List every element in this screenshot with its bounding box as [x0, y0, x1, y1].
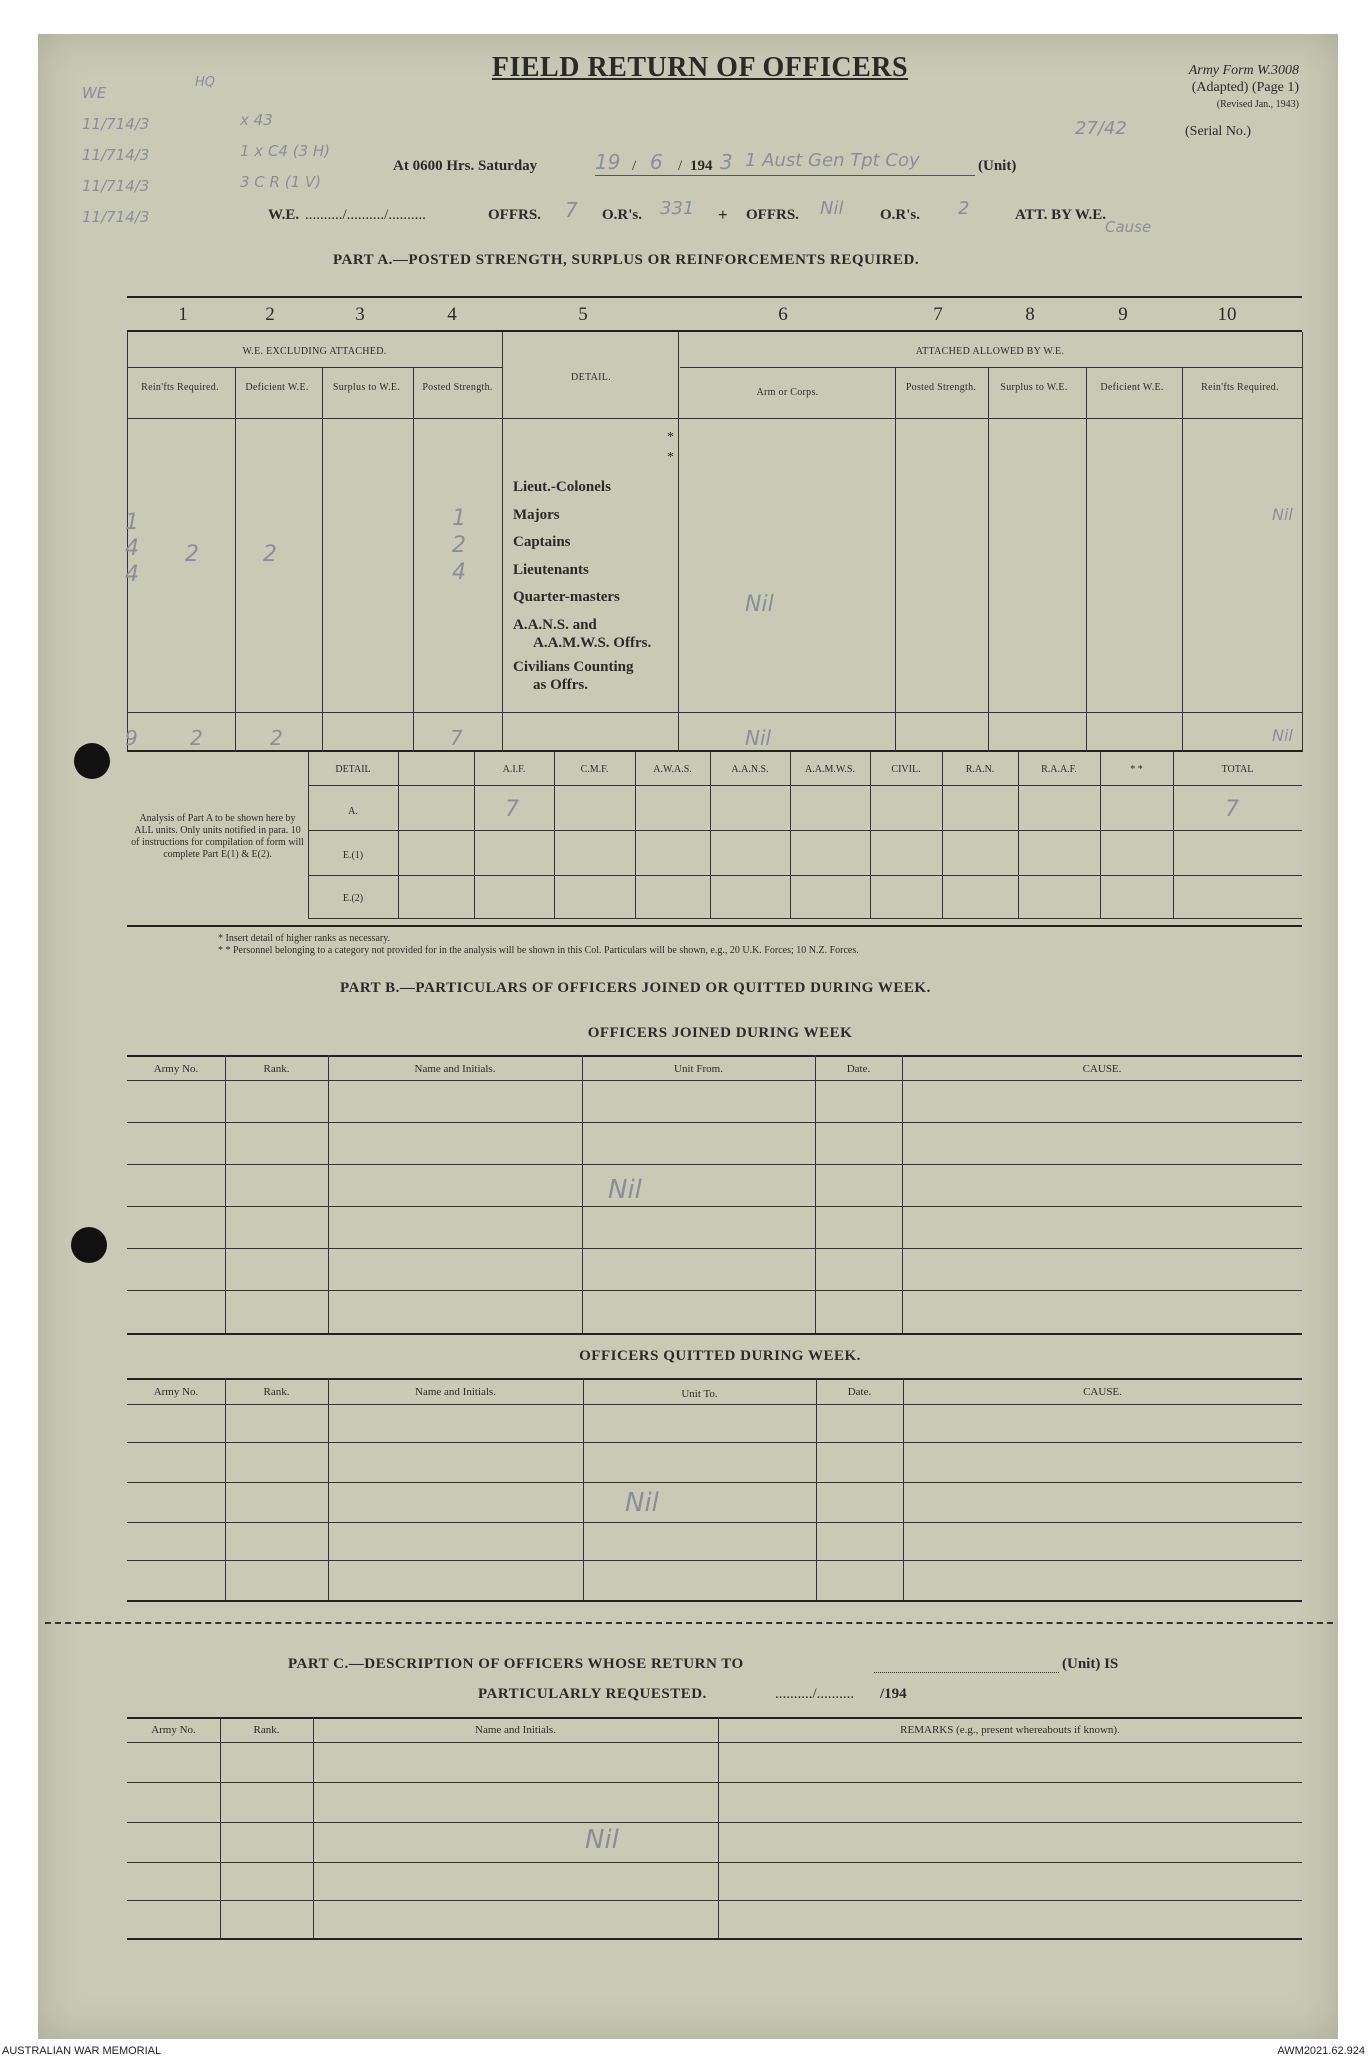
rank-civilians: Civilians Counting: [513, 658, 634, 675]
part-c-date: /194: [880, 1686, 907, 1702]
punch-hole: [71, 1227, 107, 1263]
asterisk: *: [667, 430, 674, 445]
punch-hole: [74, 743, 110, 779]
quitted-title: OFFICERS QUITTED DURING WEEK.: [579, 1348, 861, 1364]
date-day: 19: [595, 150, 621, 174]
hw-total: 9: [125, 726, 138, 750]
date-month: 6: [650, 150, 663, 174]
analysis-total-a: 7: [1225, 797, 1239, 822]
rank-aans: A.A.N.S. and: [513, 616, 597, 633]
asterisk: *: [667, 450, 674, 465]
ors-label: O.R's.: [602, 207, 643, 223]
rank-captains: Captains: [513, 534, 571, 550]
hw-value: 4: [125, 536, 139, 561]
hw-total-right: Nil: [1272, 726, 1293, 745]
quitted-col: CAUSE.: [1083, 1386, 1122, 1398]
col-number: 7: [933, 304, 943, 325]
date-year-suffix: 3: [720, 150, 733, 174]
hw-value: 2: [185, 542, 199, 567]
footnotes: [218, 933, 859, 957]
margin-note: 11/714/3: [82, 146, 150, 164]
ors2-value: 2: [958, 198, 970, 219]
part-c-nil: Nil: [585, 1825, 619, 1855]
joined-title: OFFICERS JOINED DURING WEEK: [587, 1025, 853, 1041]
hw-value: 1: [125, 510, 139, 535]
part-c-unit-label: (Unit) IS: [1062, 1656, 1119, 1672]
offrs-value: 7: [565, 198, 578, 222]
part-c-col: Name and Initials.: [475, 1724, 556, 1736]
analysis-col: C.M.F.: [580, 764, 609, 775]
posted2-header: Posted Strength.: [905, 382, 977, 393]
deficient-header: Deficient W.E.: [245, 382, 309, 393]
margin-notes: [82, 78, 149, 233]
margin-note: 11/714/3: [82, 208, 150, 226]
arm-header: Arm or Corps.: [756, 387, 819, 398]
tear-line: [45, 1622, 1333, 1624]
margin-note: WE: [82, 84, 107, 102]
analysis-row-label: E.(1): [342, 850, 364, 861]
joined-col: CAUSE.: [1082, 1063, 1122, 1075]
hw-total: 2: [190, 726, 203, 750]
plus-sign: +: [718, 205, 728, 224]
joined-col: Name and Initials.: [414, 1063, 496, 1075]
col-number: 1: [178, 304, 188, 325]
rank-aamws: A.A.M.W.S. Offrs.: [533, 634, 652, 651]
group-header-right: ATTACHED ALLOWED BY W.E.: [915, 346, 1065, 357]
footnote: * * Personnel belonging to a category not provided for in the analysis will be shown in this Col. Particulars will be shown, e.g., 20 U.K. Forces; 10 N.Z. Forces.: [218, 945, 859, 956]
col-number: 2: [265, 304, 275, 325]
att-by-we-label: ATT. BY W.E.: [1015, 207, 1107, 223]
analysis-col: * *: [1130, 764, 1143, 775]
detail-header: DETAIL.: [571, 372, 611, 383]
margin-note: 11/714/3: [82, 115, 150, 133]
joined-col: Date.: [846, 1063, 871, 1075]
form-ref-line-2: (Adapted) (Page 1): [1191, 80, 1299, 95]
quitted-col: Unit To.: [681, 1388, 718, 1400]
rank-quarter-masters: Quarter-masters: [513, 589, 620, 605]
analysis-note: Analysis of Part A to be shown here by ALL units. Only units notified in para. 10 of instructions for compilation of form will complete Part E(1) & E(2).: [131, 813, 304, 860]
serial-label: (Serial No.): [1185, 124, 1252, 139]
col-number: 5: [578, 304, 588, 325]
col-number: 10: [1217, 304, 1237, 325]
part-b-heading: PART B.—PARTICULARS OF OFFICERS JOINED OR QUITTED DURING WEEK.: [340, 980, 931, 996]
footer-left: AUSTRALIAN WAR MEMORIAL: [2, 2045, 162, 2057]
joined-col: Army No.: [153, 1063, 199, 1075]
analysis-col: DETAIL: [335, 764, 371, 775]
col-number: 6: [778, 304, 788, 325]
rank-majors: Majors: [513, 506, 560, 523]
analysis-col: TOTAL: [1221, 764, 1254, 775]
analysis-col: R.A.A.F.: [1041, 764, 1077, 775]
offrs2-value: Nil: [820, 198, 844, 219]
analysis-col: A.W.A.S.: [653, 764, 692, 775]
we-label: W.E.: [268, 207, 300, 223]
hw-reinfts: [125, 510, 139, 588]
joined-nil: Nil: [608, 1175, 642, 1205]
rank-list: [513, 474, 651, 694]
surplus-header: Surplus to W.E.: [332, 382, 401, 393]
margin-notes-2: [240, 105, 330, 198]
offrs-label: OFFRS.: [488, 207, 541, 223]
margin-note: x 43: [240, 111, 273, 129]
ors2-label: O.R's.: [880, 207, 921, 223]
form-reference: [1189, 62, 1299, 113]
footnote: * Insert detail of higher ranks as necessary.: [218, 933, 391, 944]
deficient2-header: Deficient W.E.: [1100, 382, 1164, 393]
part-a-heading: PART A.—POSTED STRENGTH, SURPLUS OR REINFORCEMENTS REQUIRED.: [333, 252, 920, 268]
hw-value: 2: [452, 533, 466, 558]
quitted-col: Army No.: [153, 1386, 199, 1398]
at-line-label: At 0600 Hrs. Saturday: [393, 158, 538, 174]
col-number: 3: [355, 304, 365, 325]
analysis-col: CIVIL.: [891, 764, 921, 775]
part-c-col: Army No.: [151, 1724, 196, 1736]
col-number: 8: [1025, 304, 1035, 325]
date-year-prefix: 194: [690, 158, 713, 174]
form-title: FIELD RETURN OF OFFICERS: [491, 52, 909, 83]
rank-as-offrs: as Offrs.: [533, 676, 588, 693]
analysis-col: A.A.N.S.: [731, 764, 769, 775]
hw-total-arm: Nil: [745, 726, 772, 750]
form-ref-line-3: (Revised Jan., 1943): [1216, 99, 1299, 110]
analysis-aif-a: 7: [505, 797, 519, 822]
analysis-row-label: A.: [348, 806, 358, 817]
group-header-left: W.E. EXCLUDING ATTACHED.: [242, 346, 387, 357]
reinfts-header: Rein'fts Required.: [141, 382, 219, 393]
quitted-col: Name and Initials.: [415, 1386, 496, 1398]
analysis-row-label: E.(2): [342, 893, 364, 904]
margin-note: 11/714/3: [82, 177, 150, 195]
margin-note: Cause: [1105, 218, 1152, 236]
analysis-col: A.I.F.: [502, 764, 526, 775]
asterisks: [667, 428, 674, 468]
margin-note: 3 C R (1 V): [240, 173, 322, 191]
col-number: 9: [1118, 304, 1128, 325]
part-c-heading-2: PARTICULARLY REQUESTED.: [478, 1686, 707, 1702]
analysis-col: R.A.N.: [965, 764, 995, 775]
analysis-col: A.A.M.W.S.: [805, 764, 855, 775]
surplus2-header: Surplus to W.E.: [1000, 382, 1068, 393]
rank-lieut-colonels: Lieut.-Colonels: [513, 479, 611, 495]
part-c-unit-field: [874, 1656, 1059, 1673]
hw-total: 7: [450, 726, 463, 750]
joined-col: Rank.: [263, 1063, 290, 1075]
reinfts2-header: Rein'fts Required.: [1201, 382, 1279, 393]
hw-right-nil: Nil: [1272, 505, 1293, 524]
hw-value: 1: [452, 506, 466, 531]
margin-note: 1 x C4 (3 H): [240, 142, 331, 160]
quitted-nil: Nil: [625, 1488, 659, 1518]
hw-value: 2: [263, 542, 277, 567]
ors-value: 331: [660, 198, 695, 219]
hw-arm-nil: Nil: [745, 592, 774, 617]
rank-lieutenants: Lieutenants: [513, 561, 589, 578]
part-c-heading: PART C.—DESCRIPTION OF OFFICERS WHOSE RETURN TO: [288, 1656, 744, 1672]
part-c-col: Rank.: [253, 1724, 280, 1736]
offrs2-label: OFFRS.: [746, 207, 799, 223]
hw-value: 4: [452, 560, 466, 585]
quitted-col: Date.: [847, 1386, 872, 1398]
joined-col: Unit From.: [674, 1063, 723, 1075]
hw-value: 4: [125, 562, 139, 587]
footer-right: AWM2021.62.924: [1277, 2045, 1365, 2057]
quitted-col: Rank.: [263, 1386, 290, 1398]
form-ref-line-1: Army Form W.3008: [1188, 63, 1299, 78]
hw-posted: [452, 505, 466, 586]
unit-value: 1 Aust Gen Tpt Coy: [745, 150, 920, 171]
margin-note: HQ: [195, 75, 216, 90]
part-c-col: REMARKS (e.g., present whereabouts if known).: [900, 1724, 1120, 1736]
serial-value: 27/42: [1075, 118, 1127, 139]
col-number: 4: [447, 304, 457, 325]
unit-label: (Unit): [978, 158, 1017, 174]
posted-header: Posted Strength.: [422, 382, 493, 393]
hw-total: 2: [270, 726, 283, 750]
